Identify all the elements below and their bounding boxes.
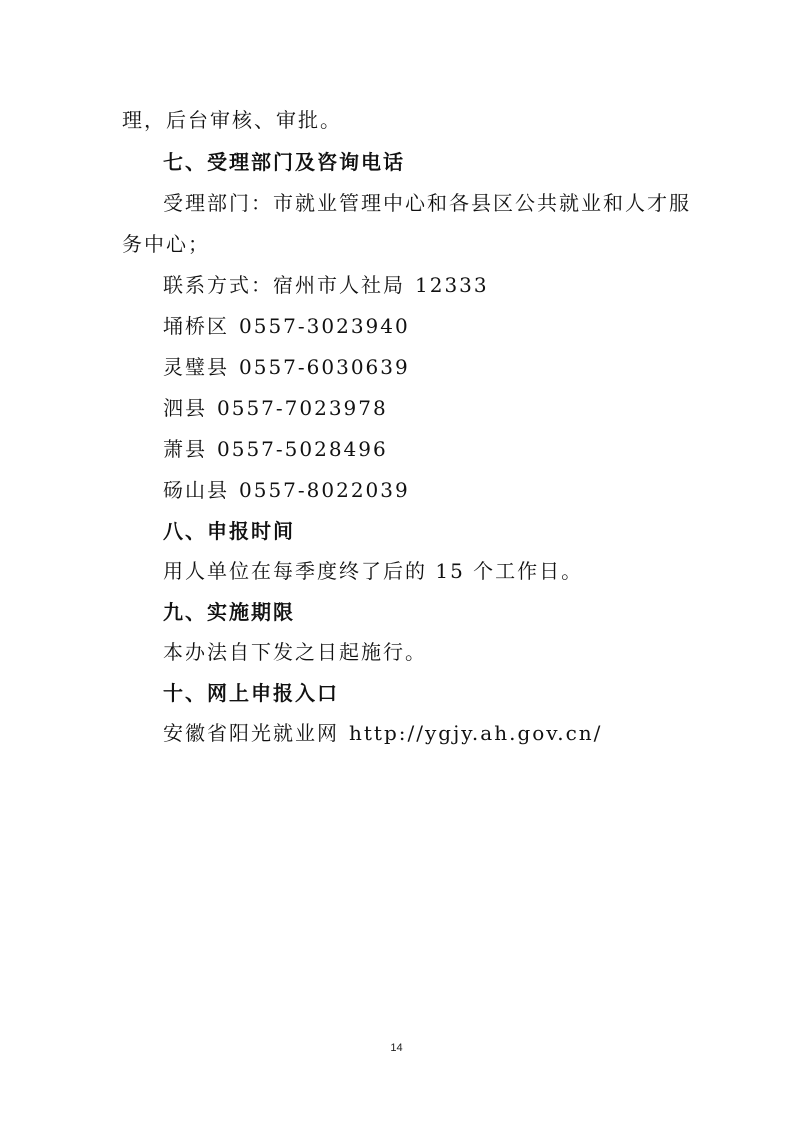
contact-row [163,395,388,421]
district-name: 灵璧县 [163,355,229,379]
district-phone: 0557-7023978 [217,396,388,420]
section-9-text: 本办法自下发之日起施行。 [163,640,427,664]
page-number: 14 [390,1042,403,1054]
contact-row [163,477,410,503]
section-7-heading: 七、受理部门及咨询电话 [163,150,405,174]
district-phone: 0557-6030639 [239,355,410,379]
contact-line [163,272,489,298]
contact-label: 联系方式：宿州市人社局 [163,273,405,297]
district-phone: 0557-5028496 [217,437,388,461]
contact-row [163,436,388,462]
district-name: 埇桥区 [163,314,229,338]
portal-url-link[interactable]: http://ygjy.ah.gov.cn/ [349,721,603,745]
district-name: 砀山县 [163,478,229,502]
portal-name: 安徽省阳光就业网 [163,721,339,745]
district-name: 萧县 [163,437,207,461]
department-text-line-2: 务中心； [122,232,210,256]
section-9-heading: 九、实施期限 [163,600,295,624]
portal-line [163,720,602,746]
section-8-heading: 八、申报时间 [163,519,295,543]
district-phone: 0557-8022039 [239,478,410,502]
contact-row [163,354,410,380]
section-8-text: 用人单位在每季度终了后的 15 个工作日。 [163,559,584,583]
district-name: 泗县 [163,396,207,420]
district-phone: 0557-3023940 [239,314,410,338]
contact-number: 12333 [415,273,489,297]
contact-row [163,313,410,339]
section-10-heading: 十、网上申报入口 [163,681,339,705]
paragraph-continuation: 理，后台审核、审批。 [122,108,342,132]
department-text-line-1: 受理部门：市就业管理中心和各县区公共就业和人才服 [163,191,691,215]
